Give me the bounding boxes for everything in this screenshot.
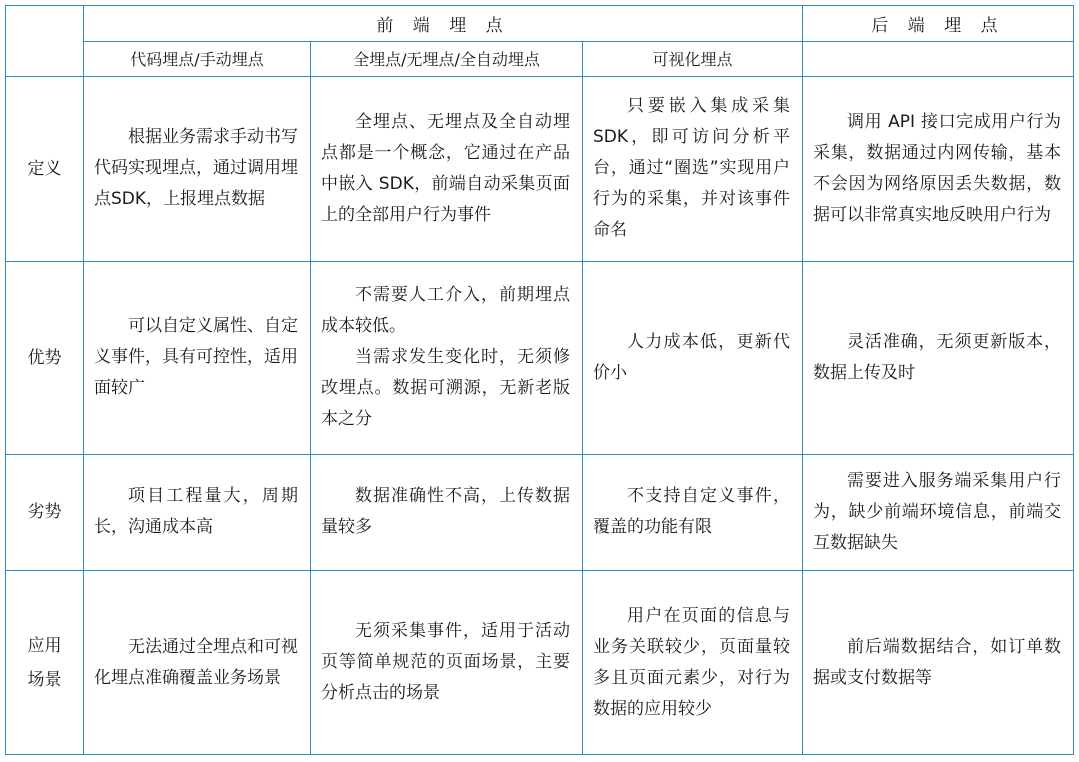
cell-backend-tracking: [803, 77, 1074, 262]
cell-text: 调用 API 接口完成用户行为采集，数据通过内网传输，基本不会因为网络原因丢失数据，数据可以非常真实地反映用户行为: [813, 111, 1062, 225]
cell-text: 项目工程量大，周期长，沟通成本高: [94, 486, 298, 538]
row-scenarios: [6, 571, 1074, 755]
row-definition: [6, 77, 1074, 262]
row-advantages: [6, 261, 1074, 454]
cell-text: 全埋点、无埋点及全自动埋点都是一个概念，它通过在产品中嵌入 SDK，前端自动采集页面上的全部用户行为事件: [321, 111, 570, 225]
cell-code-tracking: [84, 571, 311, 755]
cell-text: 只要嵌入集成采集SDK，即可访问分析平台，通过“圈选”实现用户行为的采集，并对该事件命名: [593, 96, 791, 241]
backend-header: 后 端 埋 点: [803, 6, 1074, 42]
cell-backend-tracking: [803, 454, 1074, 571]
cell-text: 可以自定义属性、自定义事件，具有可控性，适用面较广: [94, 316, 298, 399]
subheader-code-tracking: 代码埋点/手动埋点: [84, 41, 311, 77]
cell-text: 不需要人工介入，前期埋点成本较低。: [321, 285, 570, 337]
row-label: 优势: [6, 261, 84, 454]
comparison-table: [5, 5, 1074, 755]
row-label: 应用 场景: [6, 571, 84, 755]
subheader-row: [6, 41, 1074, 77]
cell-visual-tracking: [583, 261, 803, 454]
cell-text: 无法通过全埋点和可视化埋点准确覆盖业务场景: [94, 636, 298, 688]
corner-cell: [6, 6, 84, 77]
cell-text: 需要进入服务端采集用户行为，缺少前端环境信息，前端交互数据缺失: [813, 470, 1062, 553]
cell-code-tracking: [84, 454, 311, 571]
subheader-backend-empty: [803, 41, 1074, 77]
header-row: [6, 6, 1074, 42]
cell-full-tracking: [311, 454, 583, 571]
cell-visual-tracking: [583, 571, 803, 755]
cell-full-tracking: [311, 571, 583, 755]
subheader-full-tracking: 全埋点/无埋点/全自动埋点: [311, 41, 583, 77]
cell-text: 灵活准确，无须更新版本，数据上传及时: [813, 331, 1062, 383]
cell-text: 数据准确性不高，上传数据量较多: [321, 486, 570, 538]
cell-text: 人力成本低，更新代价小: [593, 331, 791, 383]
subheader-visual-tracking: 可视化埋点: [583, 41, 803, 77]
row-label: 劣势: [6, 454, 84, 571]
cell-backend-tracking: [803, 571, 1074, 755]
row-label: 定义: [6, 77, 84, 262]
cell-text: 不支持自定义事件，覆盖的功能有限: [593, 486, 791, 538]
cell-text: 前后端数据结合，如订单数据或支付数据等: [813, 636, 1062, 688]
frontend-header: 前 端 埋 点: [84, 6, 803, 42]
cell-full-tracking: [311, 261, 583, 454]
cell-code-tracking: [84, 77, 311, 262]
row-disadvantages: [6, 454, 1074, 571]
cell-full-tracking: [311, 77, 583, 262]
cell-visual-tracking: [583, 454, 803, 571]
cell-visual-tracking: [583, 77, 803, 262]
cell-backend-tracking: [803, 261, 1074, 454]
cell-text: 用户在页面的信息与业务关联较少，页面量较多且页面元素少，对行为数据的应用较少: [593, 605, 791, 719]
cell-code-tracking: [84, 261, 311, 454]
cell-text: 根据业务需求手动书写代码实现埋点，通过调用埋点SDK，上报埋点数据: [94, 127, 298, 210]
cell-text: 无须采集事件，适用于活动页等简单规范的页面场景，主要分析点击的场景: [321, 621, 570, 704]
cell-text: 当需求发生变化时，无须修改埋点。数据可溯源，无新老版本之分: [321, 347, 570, 430]
